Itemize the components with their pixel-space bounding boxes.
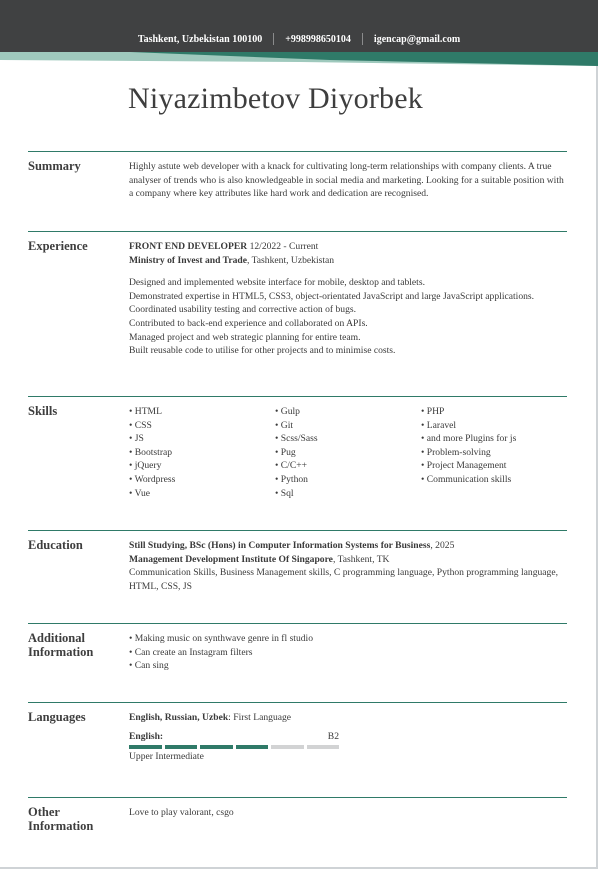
phone[interactable]: +998998650104: [285, 33, 351, 45]
heading-line: Other: [28, 805, 60, 819]
section-divider: [28, 797, 567, 798]
employer: Ministry of Invest and Trade: [129, 254, 247, 266]
skills-column: [421, 405, 567, 500]
skill-item: • Problem-solving: [421, 446, 567, 460]
employer-location: , Tashkent, Uzbekistan: [246, 254, 335, 266]
first-languages: English, Russian, Uzbek: [129, 712, 229, 723]
education-heading: Education: [28, 538, 83, 552]
summary-paragraph: Highly astute web developer with a knack for cultivating long-term relationships with company clients. A true analyser of trends who is also knowledgeable in social media and marketing. Looking for a suitable position with a company where key attributes like hard work and dedication are recognised.: [129, 161, 564, 200]
proficiency-segment: [307, 745, 340, 749]
education-content: [129, 539, 569, 593]
duty-item: Built reusable code to utilise for other projects and to minimise costs.: [129, 345, 396, 357]
duty-item: Designed and implemented website interface for mobile, desktop and tablets.: [129, 277, 425, 289]
email[interactable]: igencap@gmail.com: [373, 33, 461, 45]
courses: Communication Skills, Business Management skills, C programming language, Python programming language, HTML, CSS, JS: [129, 567, 559, 592]
skill-item: • Gulp: [275, 405, 421, 419]
section-divider: [28, 623, 567, 624]
skill-item: • CSS: [129, 419, 275, 433]
skill-item: • Wordpress: [129, 473, 275, 487]
proficiency-segment: [129, 745, 162, 749]
additional-item: • Making music on synthwave genre in fl studio: [129, 632, 569, 646]
degree: Still Studying, BSc (Hons) in Computer Information Systems for Business: [129, 540, 431, 551]
language-name: English:: [129, 731, 164, 742]
language-level: B2: [327, 731, 339, 742]
skill-item: • C/C++: [275, 459, 421, 473]
skill-item: • Git: [275, 419, 421, 433]
summary-heading: Summary: [28, 159, 81, 173]
proficiency-segment: [236, 745, 269, 749]
duty-item: Managed project and web strategic planning for entire team.: [129, 331, 361, 343]
section-divider: [28, 702, 567, 703]
other-text: Love to play valorant, csgo: [129, 807, 234, 818]
header-bar: [0, 0, 598, 58]
language-proficiency-bar: [129, 745, 339, 749]
skills-column: [275, 405, 421, 500]
additional-item: • Can create an Instagram filters: [129, 646, 569, 660]
languages-heading: Languages: [28, 710, 86, 724]
additional-content: [129, 632, 569, 673]
job-dates: 12/2022 - Current: [249, 241, 319, 252]
additional-item: • Can sing: [129, 659, 569, 673]
job-title: FRONT END DEVELOPER: [129, 241, 248, 252]
proficiency-segment: [200, 745, 233, 749]
skill-item: • Laravel: [421, 419, 567, 433]
contact-line: [0, 33, 598, 45]
language-level-row: [129, 730, 339, 744]
skill-item: • Communication skills: [421, 473, 567, 487]
experience-heading: Experience: [28, 239, 88, 253]
skill-item: • JS: [129, 432, 275, 446]
school: Management Development Institute Of Singapore: [129, 553, 333, 565]
school-location: , Tashkent, TK: [332, 553, 390, 565]
skill-item: • Pug: [275, 446, 421, 460]
skill-item: • Sql: [275, 487, 421, 501]
duty-item: Coordinated usability testing and corrective action of bugs.: [129, 304, 356, 316]
section-divider: [28, 396, 567, 397]
skill-item: • and more Plugins for js: [421, 432, 567, 446]
section-divider: [28, 151, 567, 152]
candidate-name: Niyazimbetov Diyorbek: [128, 82, 423, 115]
address: Tashkent, Uzbekistan 100100: [137, 33, 263, 45]
skill-item: • Vue: [129, 487, 275, 501]
proficiency-segment: [271, 745, 304, 749]
skill-item: • Python: [275, 473, 421, 487]
section-divider: [28, 530, 567, 531]
graduation-year: , 2025: [430, 540, 455, 551]
proficiency-segment: [165, 745, 198, 749]
language-description: Upper Intermediate: [129, 751, 204, 762]
skill-item: • PHP: [421, 405, 567, 419]
additional-heading: [28, 631, 123, 659]
summary-text: [129, 160, 569, 201]
skill-item: • HTML: [129, 405, 275, 419]
languages-content: [129, 711, 569, 725]
experience-content: [129, 240, 569, 358]
heading-line: Information: [28, 819, 94, 833]
duty-item: Demonstrated expertise in HTML5, CSS3, object-orientated JavaScript and large JavaScript applications.: [129, 290, 535, 302]
heading-line: Information: [28, 645, 94, 659]
skill-item: • Scss/Sass: [275, 432, 421, 446]
skills-list: [129, 405, 569, 500]
skill-item: • jQuery: [129, 459, 275, 473]
other-heading: [28, 805, 123, 833]
duty-item: Contributed to back-end experience and collaborated on APIs.: [129, 317, 368, 329]
skill-item: • Bootstrap: [129, 446, 275, 460]
first-language-label: : First Language: [228, 712, 292, 723]
section-divider: [28, 231, 567, 232]
skill-item: • Project Management: [421, 459, 567, 473]
heading-line: Additional: [28, 631, 85, 645]
header-accent-stripe: [0, 52, 598, 66]
skills-column: [129, 405, 275, 500]
skills-heading: Skills: [28, 404, 58, 418]
